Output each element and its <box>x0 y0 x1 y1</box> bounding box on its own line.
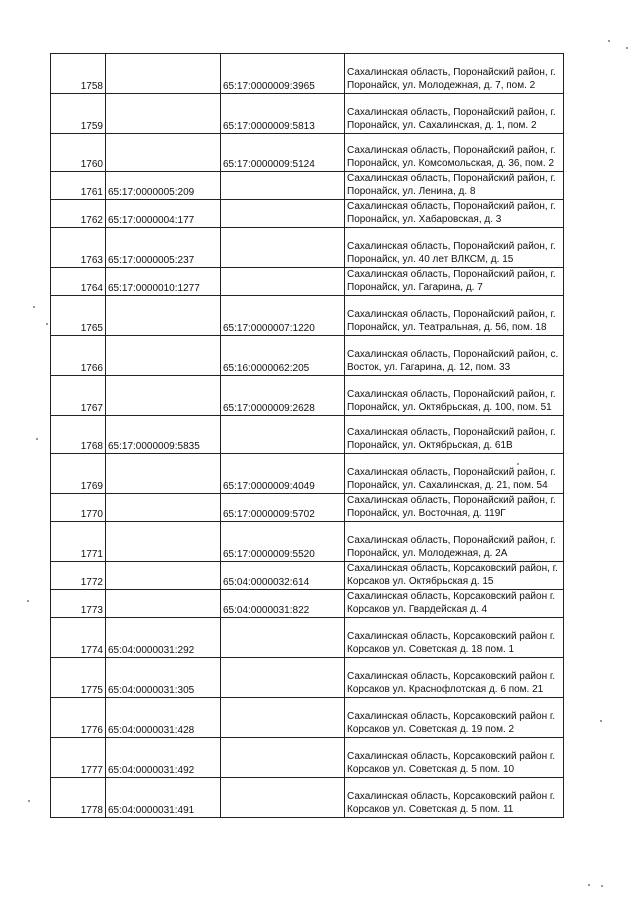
cadastral-building-cell: 65:17:0000009:5813 <box>221 94 345 134</box>
cadastral-building-cell <box>221 698 345 738</box>
table-row <box>51 296 564 336</box>
record-number-cell: 1759 <box>51 94 106 134</box>
address-line-1: Сахалинская область, Поронайский район, г. <box>347 145 556 156</box>
cadastral-parcel-cell <box>106 562 221 590</box>
address-line-2: Поронайск, ул. Сахалинская, д. 21, пом. 54 <box>347 480 548 491</box>
cadastral-building-cell: 65:17:0000009:5124 <box>221 134 345 172</box>
address-line-2: Восток, ул. Гагарина, д. 12, пом. 33 <box>347 362 511 373</box>
cadastral-parcel-cell: 65:17:0000004:177 <box>106 200 221 228</box>
address-line-1: Сахалинская область, Корсаковский район г. <box>347 751 556 762</box>
address-line-2: Поронайск, ул. 40 лет ВЛКСМ, д. 15 <box>347 254 514 265</box>
cadastral-parcel-cell: 65:04:0000031:428 <box>106 698 221 738</box>
scan-speck <box>608 40 610 42</box>
cadastral-building-cell <box>221 618 345 658</box>
record-number-cell: 1769 <box>51 454 106 494</box>
address-cell <box>345 336 564 376</box>
address-line-2: Корсаков ул. Октябрьская д. 15 <box>347 576 494 587</box>
cadastral-parcel-cell: 65:04:0000031:492 <box>106 738 221 778</box>
cadastral-building-cell: 65:17:0000009:5702 <box>221 494 345 522</box>
record-number-cell: 1758 <box>51 54 106 94</box>
address-cell <box>345 778 564 818</box>
table-row <box>51 228 564 268</box>
table-row <box>51 658 564 698</box>
record-number-cell: 1777 <box>51 738 106 778</box>
record-number-cell: 1775 <box>51 658 106 698</box>
address-line-1: Сахалинская область, Корсаковский район г. <box>347 671 556 682</box>
table-row <box>51 336 564 376</box>
address-line-2: Поронайск, ул. Комсомольская, д. 36, пом. 2 <box>347 158 555 169</box>
record-number-cell: 1760 <box>51 134 106 172</box>
address-cell <box>345 658 564 698</box>
record-number-cell: 1762 <box>51 200 106 228</box>
table-row <box>51 698 564 738</box>
table-row <box>51 494 564 522</box>
address-line-1: Сахалинская область, Корсаковский район г. <box>347 791 556 802</box>
address-line-1: Сахалинская область, Поронайский район, г. <box>347 309 556 320</box>
record-number-cell: 1768 <box>51 416 106 454</box>
address-line-2: Корсаков ул. Советская д. 5 пом. 11 <box>347 804 514 815</box>
table-row <box>51 454 564 494</box>
address-cell <box>345 94 564 134</box>
cadastral-parcel-cell: 65:17:0000009:5835 <box>106 416 221 454</box>
address-line-1: Сахалинская область, Поронайский район, г. <box>347 427 556 438</box>
address-cell <box>345 296 564 336</box>
address-cell <box>345 54 564 94</box>
table-row <box>51 268 564 296</box>
address-line-2: Корсаков ул. Краснофлотская д. 6 пом. 21 <box>347 684 544 695</box>
table-row <box>51 172 564 200</box>
cadastral-building-cell: 65:17:0000009:4049 <box>221 454 345 494</box>
table-row <box>51 590 564 618</box>
cadastral-building-cell: 65:16:0000062:205 <box>221 336 345 376</box>
property-registry-table <box>50 53 564 818</box>
cadastral-parcel-cell <box>106 54 221 94</box>
cadastral-parcel-cell <box>106 94 221 134</box>
cadastral-building-cell <box>221 268 345 296</box>
cadastral-building-cell: 65:17:0000007:1220 <box>221 296 345 336</box>
address-cell <box>345 172 564 200</box>
record-number-cell: 1772 <box>51 562 106 590</box>
table-row <box>51 94 564 134</box>
cadastral-parcel-cell: 65:04:0000031:491 <box>106 778 221 818</box>
cadastral-building-cell <box>221 172 345 200</box>
address-line-1: Сахалинская область, Поронайский район, г. <box>347 269 556 280</box>
address-line-2: Корсаков ул. Советская д. 18 пом. 1 <box>347 644 515 655</box>
address-line-1: Сахалинская область, Поронайский район, г. <box>347 535 556 546</box>
scan-speck <box>28 800 30 802</box>
table-row <box>51 416 564 454</box>
table-row <box>51 134 564 172</box>
address-line-2: Поронайск, ул. Гагарина, д. 7 <box>347 282 483 293</box>
record-number-cell: 1766 <box>51 336 106 376</box>
address-cell <box>345 618 564 658</box>
cadastral-parcel-cell <box>106 134 221 172</box>
address-cell <box>345 738 564 778</box>
table-row <box>51 562 564 590</box>
cadastral-building-cell: 65:04:0000031:822 <box>221 590 345 618</box>
address-line-2: Поронайск, ул. Октябрьская, д. 100, пом. 51 <box>347 402 552 413</box>
address-line-2: Поронайск, ул. Сахалинская, д. 1, пом. 2 <box>347 120 537 131</box>
record-number-cell: 1764 <box>51 268 106 296</box>
address-cell <box>345 590 564 618</box>
address-cell <box>345 698 564 738</box>
address-line-2: Поронайск, ул. Ленина, д. 8 <box>347 186 476 197</box>
address-cell <box>345 134 564 172</box>
address-line-2: Корсаков ул. Гвардейская д. 4 <box>347 604 488 615</box>
address-line-1: Сахалинская область, Поронайский район, г. <box>347 173 556 184</box>
record-number-cell: 1767 <box>51 376 106 416</box>
address-cell <box>345 562 564 590</box>
table-body <box>51 54 564 818</box>
address-line-1: Сахалинская область, Поронайский район, с. <box>347 349 559 360</box>
scan-speck <box>46 323 48 325</box>
address-line-2: Поронайск, ул. Молодежная, д. 7, пом. 2 <box>347 80 536 91</box>
record-number-cell: 1770 <box>51 494 106 522</box>
cadastral-parcel-cell: 65:17:0000005:209 <box>106 172 221 200</box>
scan-speck <box>601 885 603 887</box>
cadastral-building-cell: 65:17:0000009:3965 <box>221 54 345 94</box>
cadastral-parcel-cell: 65:17:0000010:1277 <box>106 268 221 296</box>
cadastral-building-cell <box>221 778 345 818</box>
address-cell <box>345 416 564 454</box>
address-cell <box>345 522 564 562</box>
table-row <box>51 738 564 778</box>
scan-speck <box>626 47 628 49</box>
address-line-2: Корсаков ул. Советская д. 5 пом. 10 <box>347 764 515 775</box>
address-line-2: Поронайск, ул. Молодежная, д. 2А <box>347 548 508 559</box>
cadastral-parcel-cell <box>106 494 221 522</box>
table-row <box>51 522 564 562</box>
address-line-1: Сахалинская область, Поронайский район, г. <box>347 241 556 252</box>
cadastral-building-cell <box>221 228 345 268</box>
scan-speck <box>27 600 29 602</box>
cadastral-building-cell <box>221 416 345 454</box>
address-cell <box>345 454 564 494</box>
cadastral-parcel-cell <box>106 336 221 376</box>
record-number-cell: 1776 <box>51 698 106 738</box>
address-cell <box>345 268 564 296</box>
scan-speck <box>600 720 602 722</box>
scan-speck <box>36 438 38 440</box>
address-line-2: Поронайск, ул. Восточная, д. 119Г <box>347 508 506 519</box>
address-line-1: Сахалинская область, Поронайский район, г. <box>347 107 556 118</box>
address-line-1: Сахалинская область, Поронайский район, г. <box>347 201 556 212</box>
address-line-1: Сахалинская область, Корсаковский район г. <box>347 711 556 722</box>
address-line-2: Корсаков ул. Советская д. 19 пом. 2 <box>347 724 515 735</box>
cadastral-building-cell <box>221 738 345 778</box>
table-row <box>51 376 564 416</box>
table-row <box>51 778 564 818</box>
record-number-cell: 1778 <box>51 778 106 818</box>
cadastral-building-cell <box>221 200 345 228</box>
scan-speck <box>517 463 519 465</box>
cadastral-building-cell: 65:04:0000032:614 <box>221 562 345 590</box>
cadastral-parcel-cell <box>106 296 221 336</box>
record-number-cell: 1763 <box>51 228 106 268</box>
cadastral-parcel-cell <box>106 376 221 416</box>
cadastral-parcel-cell <box>106 590 221 618</box>
address-line-1: Сахалинская область, Поронайский район, г. <box>347 389 556 400</box>
record-number-cell: 1773 <box>51 590 106 618</box>
address-line-1: Сахалинская область, Поронайский район, г. <box>347 467 556 478</box>
table-row <box>51 54 564 94</box>
address-line-1: Сахалинская область, Корсаковский район, г. <box>347 563 558 574</box>
scan-speck <box>33 306 35 308</box>
cadastral-parcel-cell <box>106 522 221 562</box>
record-number-cell: 1761 <box>51 172 106 200</box>
address-cell <box>345 494 564 522</box>
table-row <box>51 618 564 658</box>
cadastral-parcel-cell: 65:04:0000031:292 <box>106 618 221 658</box>
address-line-2: Поронайск, ул. Хабаровская, д. 3 <box>347 214 502 225</box>
cadastral-parcel-cell <box>106 454 221 494</box>
address-line-1: Сахалинская область, Корсаковский район г. <box>347 631 556 642</box>
address-line-1: Сахалинская область, Поронайский район, г. <box>347 67 556 78</box>
record-number-cell: 1771 <box>51 522 106 562</box>
address-line-1: Сахалинская область, Корсаковский район г. <box>347 591 556 602</box>
record-number-cell: 1774 <box>51 618 106 658</box>
record-number-cell: 1765 <box>51 296 106 336</box>
cadastral-parcel-cell: 65:17:0000005:237 <box>106 228 221 268</box>
cadastral-building-cell: 65:17:0000009:5520 <box>221 522 345 562</box>
address-cell <box>345 200 564 228</box>
cadastral-parcel-cell: 65:04:0000031:305 <box>106 658 221 698</box>
address-cell <box>345 376 564 416</box>
cadastral-building-cell <box>221 658 345 698</box>
address-line-1: Сахалинская область, Поронайский район, г. <box>347 495 556 506</box>
cadastral-building-cell: 65:17:0000009:2628 <box>221 376 345 416</box>
scan-speck <box>588 884 590 886</box>
table-row <box>51 200 564 228</box>
address-line-2: Поронайск, ул. Октябрьская, д. 61В <box>347 440 513 451</box>
address-cell <box>345 228 564 268</box>
address-line-2: Поронайск, ул. Театральная, д. 56, пом. 18 <box>347 322 547 333</box>
